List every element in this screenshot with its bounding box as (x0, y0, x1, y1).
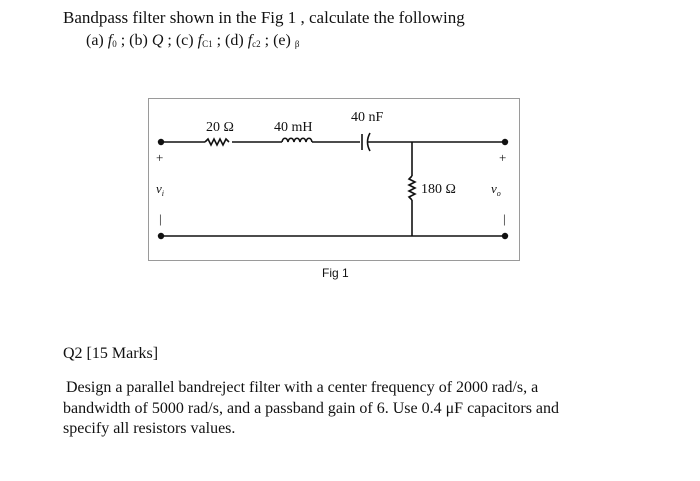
figure-caption: Fig 1 (322, 266, 349, 280)
inductor-40mH-symbol (282, 138, 312, 142)
output-plus-sign: + (499, 150, 507, 165)
input-minus-sign: | (159, 211, 162, 226)
question-2-line-2: bandwidth of 5000 rad/s, and a passband gain of 6. Use 0.4 μF capacitors and (63, 399, 560, 417)
part-c: (c) $f_{C1}$ ; (175, 32, 222, 49)
part-a: (a) $f_0$ ; (86, 32, 126, 49)
output-terminal-top (502, 139, 508, 145)
question-2-line-3: specify all resistors values. (63, 420, 236, 437)
part-e: (e) $_\beta$ (273, 32, 300, 49)
resistor-20-ohm-symbol (205, 139, 229, 145)
resistor-180-ohm-symbol (409, 176, 415, 200)
part-b: (b) Q ; (129, 32, 172, 49)
question-1-title: Bandpass filter shown in the Fig 1 , calculate the following (63, 8, 465, 27)
label-40-mh: 40 mH (274, 120, 313, 135)
label-180-ohm: 180 Ω (421, 182, 456, 197)
label-20-ohm: 20 Ω (206, 120, 234, 135)
output-minus-sign: | (503, 211, 506, 226)
question-2-body (63, 378, 643, 440)
input-voltage-label: $v_i$ (156, 181, 165, 198)
output-voltage-label: $v_o$ (491, 181, 501, 198)
input-plus-sign: + (156, 150, 164, 165)
label-40-nf: 40 nF (351, 110, 384, 125)
part-d: (d) $f_{c2}$ ; (225, 32, 270, 49)
input-terminal-bottom (158, 233, 164, 239)
question-2-heading: Q2 [15 Marks] (63, 345, 159, 362)
question-2-line-1: Design a parallel bandreject filter with a center frequency of 2000 rad/s, a (66, 379, 539, 396)
output-terminal-bottom (502, 233, 508, 239)
input-terminal-top (158, 139, 164, 145)
